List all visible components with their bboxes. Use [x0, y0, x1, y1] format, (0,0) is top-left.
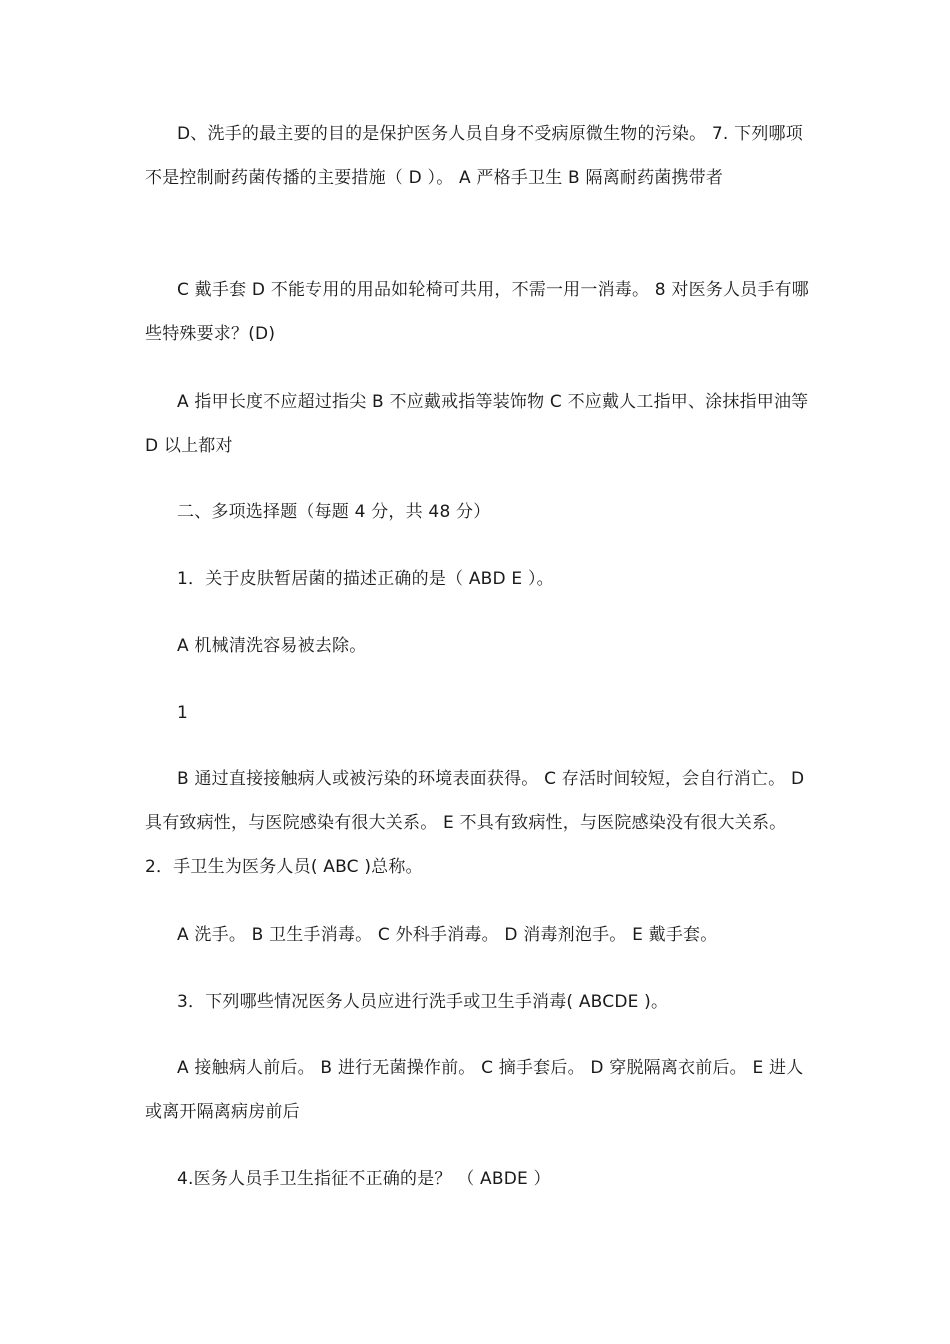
paragraph-q8-options: A 指甲长度不应超过指尖 B 不应戴戒指等装饰物 C 不应戴人工指甲、涂抹指甲油等 D 以上都对 — [145, 392, 809, 456]
paragraph-q3-options: A 接触病人前后。 B 进行无菌操作前。 C 摘手套后。 D 穿脱隔离衣前后。 E 进人或离开隔离病房前后 — [145, 1058, 804, 1122]
paragraph-q2-options: A 洗手。 B 卫生手消毒。 C 外科手消毒。 D 消毒剂泡手。 E 戴手套。 — [177, 925, 718, 945]
paragraph-q6-option-d-q7: D、洗手的最主要的目的是保护医务人员自身不受病原微生物的污染。 7. 下列哪项不是控制耐药菌传播的主要措施（ D ）。 A 严格手卫生 B 隔离耐药菌携带者 — [145, 124, 803, 188]
paragraph-question-4: 4.医务人员手卫生指征不正确的是？ （ ABDE ） — [177, 1169, 551, 1189]
section-heading-multiple-choice: 二、多项选择题（每题 4 分，共 48 分） — [177, 502, 491, 522]
paragraph-q1-options-q2: B 通过直接接触病人或被污染的环境表面获得。 C 存活时间较短，会自行消亡。 D 具有致病性，与医院感染有很大关系。 E 不具有致病性，与医院感染没有很大关系。 2．手卫生为医务人员( ABC )总称。 — [145, 769, 805, 877]
paragraph-q1-option-a: A 机械清洗容易被去除。 — [177, 636, 367, 656]
page-number: 1 — [177, 703, 189, 723]
paragraph-q7-options-q8: C 戴手套 D 不能专用的用品如轮椅可共用，不需一用一消毒。 8 对医务人员手有哪些特殊要求？(D) — [145, 280, 809, 344]
paragraph-question-1: 1．关于皮肤暂居菌的描述正确的是（ ABD E ）。 — [177, 569, 554, 589]
paragraph-question-3: 3．下列哪些情况医务人员应进行洗手或卫生手消毒( ABCDE )。 — [177, 992, 669, 1012]
